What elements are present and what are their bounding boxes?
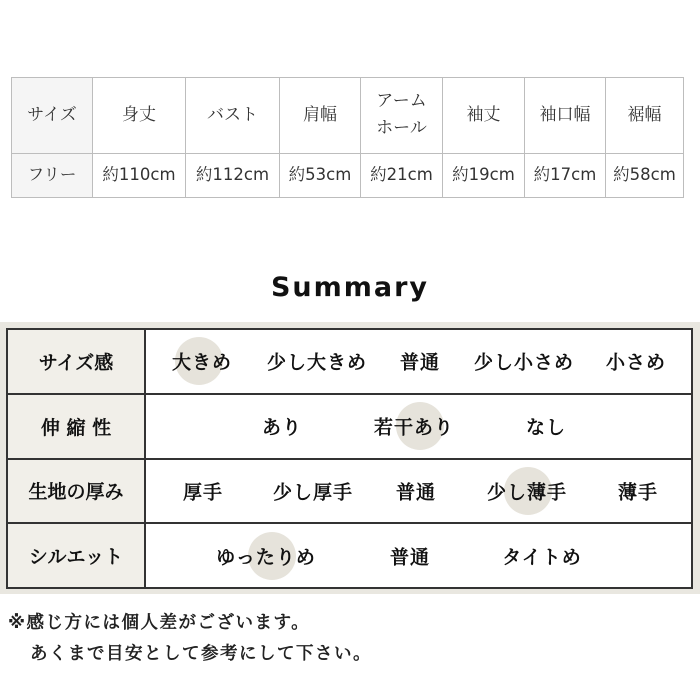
size-value-row — [12, 153, 684, 197]
option-fit-large: 大きめ — [171, 351, 233, 374]
size-table — [11, 77, 684, 198]
option-fit-slightly-large: 少し大きめ — [266, 351, 368, 374]
header-bust: バスト — [186, 78, 280, 154]
row-label-stretch: 伸 縮 性 — [7, 394, 145, 459]
option-stretch-yes: あり — [261, 416, 303, 439]
option-thickness-thin: 薄手 — [617, 481, 659, 504]
header-armhole-line2: ホール — [376, 118, 427, 139]
option-fit-normal: 普通 — [399, 351, 441, 374]
summary-table — [6, 328, 693, 589]
row-options-stretch — [145, 394, 692, 459]
row-label-thickness: 生地の厚み — [7, 459, 145, 524]
row-options-silhouette — [145, 523, 692, 588]
summary-row-stretch — [7, 394, 692, 459]
value-hem-width: 約58cm — [606, 153, 684, 197]
summary-title: Summary — [270, 272, 430, 303]
header-shoulder: 肩幅 — [280, 78, 361, 154]
option-silhouette-normal: 普通 — [389, 546, 431, 569]
value-shoulder: 約53cm — [280, 153, 361, 197]
option-fit-slightly-small: 少し小さめ — [473, 351, 575, 374]
option-thickness-normal: 普通 — [395, 481, 437, 504]
option-stretch-none: なし — [525, 416, 567, 439]
option-thickness-thick: 厚手 — [182, 481, 224, 504]
option-silhouette-loose: ゆったりめ — [216, 546, 316, 569]
option-thickness-slightly-thick: 少し厚手 — [272, 481, 354, 504]
header-length: 身丈 — [93, 78, 186, 154]
header-sleeve-length: 袖丈 — [443, 78, 525, 154]
size-header-row — [12, 78, 684, 154]
value-length: 約110cm — [93, 153, 186, 197]
row-label-fit: サイズ感 — [7, 329, 145, 394]
summary-row-silhouette — [7, 523, 692, 588]
option-thickness-slightly-thin: 少し薄手 — [486, 481, 568, 504]
summary-row-fit — [7, 329, 692, 394]
header-armhole-line1: アーム — [376, 91, 427, 112]
disclaimer-note — [8, 608, 372, 670]
option-silhouette-tight: タイトめ — [502, 546, 582, 569]
summary-box — [0, 322, 700, 594]
value-sleeve-length: 約19cm — [443, 153, 525, 197]
row-label-silhouette: シルエット — [7, 523, 145, 588]
option-fit-small: 小さめ — [605, 351, 667, 374]
value-size: フリー — [12, 153, 93, 197]
header-size: サイズ — [12, 78, 93, 154]
header-cuff-width: 袖口幅 — [525, 78, 606, 154]
row-options-thickness — [145, 459, 692, 524]
value-cuff-width: 約17cm — [525, 153, 606, 197]
note-line-1: ※感じ方には個人差がございます。 — [8, 613, 311, 633]
note-line-2: あくまで目安として参考にして下さい。 — [30, 644, 372, 664]
value-armhole: 約21cm — [361, 153, 443, 197]
option-stretch-slight: 若干あり — [373, 416, 455, 439]
header-armhole — [361, 78, 443, 154]
value-bust: 約112cm — [186, 153, 280, 197]
summary-row-thickness — [7, 459, 692, 524]
row-options-fit — [145, 329, 692, 394]
header-hem-width: 裾幅 — [606, 78, 684, 154]
